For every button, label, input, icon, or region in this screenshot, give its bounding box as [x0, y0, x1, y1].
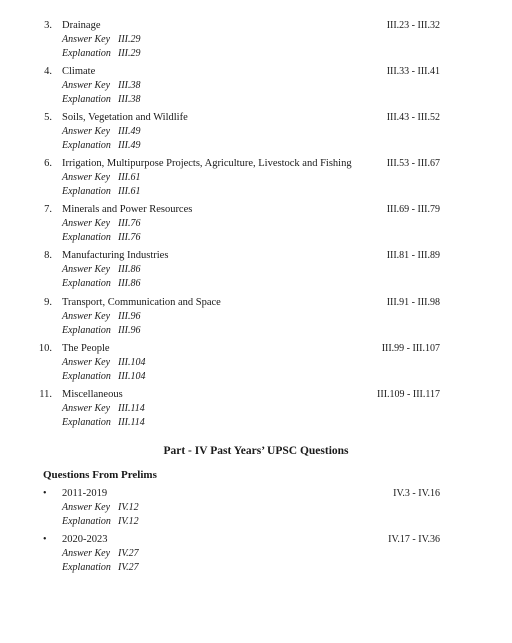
answer-key-page: III.49	[118, 126, 141, 137]
answer-key-page: III.29	[118, 34, 141, 45]
entry-page-range: III.91 - III.98	[386, 297, 440, 308]
answer-key-page: III.76	[118, 218, 141, 229]
toc-entry-minerals	[0, 203, 512, 245]
entry-number: 10.	[38, 343, 52, 354]
toc-entry-transport	[0, 296, 512, 338]
answer-key-page: III.38	[118, 80, 141, 91]
answer-key-label: Answer Key	[62, 548, 111, 559]
explanation-page: III.104	[118, 371, 146, 382]
answer-key-label: Answer Key	[62, 172, 111, 183]
explanation-label: Explanation	[62, 325, 111, 336]
entry-title: 2020-2023	[62, 534, 108, 545]
entry-page-range: III.53 - III.67	[386, 158, 440, 169]
entry-page-range: III.109 - III.117	[377, 389, 440, 400]
entry-number: 8.	[44, 250, 52, 261]
answer-key-label: Answer Key	[62, 218, 111, 229]
entry-page-range: IV.17 - IV.36	[388, 534, 440, 545]
explanation-label: Explanation	[62, 94, 111, 105]
toc-entry-soils	[0, 111, 512, 153]
entry-page-range: III.81 - III.89	[386, 250, 440, 261]
toc-entry-climate	[0, 65, 512, 107]
entry-page-range: III.33 - III.41	[386, 66, 440, 77]
answer-key-page: III.96	[118, 311, 141, 322]
answer-key-page: III.86	[118, 264, 141, 275]
entry-title: 2011-2019	[62, 488, 108, 499]
entry-page-range: III.99 - III.107	[381, 343, 440, 354]
toc-entry-miscellaneous	[0, 388, 512, 430]
bullet-icon: •	[43, 534, 47, 545]
answer-key-label: Answer Key	[62, 502, 111, 513]
explanation-label: Explanation	[62, 232, 111, 243]
entry-number: 5.	[44, 112, 52, 123]
toc-entry-drainage	[0, 19, 512, 61]
entry-title: Climate	[62, 66, 96, 77]
entry-page-range: III.23 - III.32	[386, 20, 440, 31]
explanation-page: III.86	[118, 278, 141, 289]
explanation-label: Explanation	[62, 48, 111, 59]
bullet-icon: •	[43, 488, 47, 499]
explanation-label: Explanation	[62, 371, 111, 382]
answer-key-page: III.114	[118, 403, 145, 414]
answer-key-label: Answer Key	[62, 403, 111, 414]
explanation-label: Explanation	[62, 516, 111, 527]
entry-title: Drainage	[62, 20, 101, 31]
entry-number: 9.	[44, 297, 52, 308]
entry-number: 11.	[39, 389, 52, 400]
answer-key-label: Answer Key	[62, 126, 111, 137]
entry-title: Soils, Vegetation and Wildlife	[62, 112, 188, 123]
answer-key-page: IV.27	[118, 548, 139, 559]
entry-title: Irrigation, Multipurpose Projects, Agriculture, Livestock and Fishing	[62, 158, 352, 169]
part-title: Part - IV Past Years’ UPSC Questions	[163, 445, 349, 457]
entry-title: Manufacturing Industries	[62, 250, 169, 261]
explanation-label: Explanation	[62, 140, 111, 151]
toc-entry-irrigation	[0, 157, 512, 199]
answer-key-page: III.61	[118, 172, 141, 183]
explanation-page: IV.27	[118, 562, 139, 573]
explanation-page: III.61	[118, 186, 141, 197]
entry-page-range: III.43 - III.52	[386, 112, 440, 123]
entry-title: Miscellaneous	[62, 389, 123, 400]
entry-page-range: III.69 - III.79	[386, 204, 440, 215]
explanation-label: Explanation	[62, 417, 111, 428]
explanation-label: Explanation	[62, 562, 111, 573]
explanation-page: III.114	[118, 417, 145, 428]
explanation-page: III.96	[118, 325, 141, 336]
explanation-page: III.38	[118, 94, 141, 105]
answer-key-label: Answer Key	[62, 264, 111, 275]
entry-title: Transport, Communication and Space	[62, 297, 221, 308]
section-title: Questions From Prelims	[43, 469, 157, 481]
toc-entry-people	[0, 342, 512, 384]
entry-number: 6.	[44, 158, 52, 169]
explanation-page: III.76	[118, 232, 141, 243]
answer-key-page: IV.12	[118, 502, 139, 513]
answer-key-label: Answer Key	[62, 311, 111, 322]
entry-number: 4.	[44, 66, 52, 77]
toc-entry-prelims-2020-2023	[0, 533, 512, 575]
entry-number: 3.	[44, 20, 52, 31]
answer-key-label: Answer Key	[62, 357, 111, 368]
entry-title: The People	[62, 343, 110, 354]
answer-key-label: Answer Key	[62, 34, 111, 45]
answer-key-page: III.104	[118, 357, 146, 368]
explanation-label: Explanation	[62, 186, 111, 197]
toc-entry-prelims-2011-2019	[0, 487, 512, 529]
explanation-page: III.49	[118, 140, 141, 151]
entry-title: Minerals and Power Resources	[62, 204, 193, 215]
explanation-label: Explanation	[62, 278, 111, 289]
answer-key-label: Answer Key	[62, 80, 111, 91]
entry-number: 7.	[44, 204, 52, 215]
explanation-page: IV.12	[118, 516, 139, 527]
entry-page-range: IV.3 - IV.16	[393, 488, 440, 499]
toc-entry-manufacturing	[0, 249, 512, 291]
explanation-page: III.29	[118, 48, 141, 59]
